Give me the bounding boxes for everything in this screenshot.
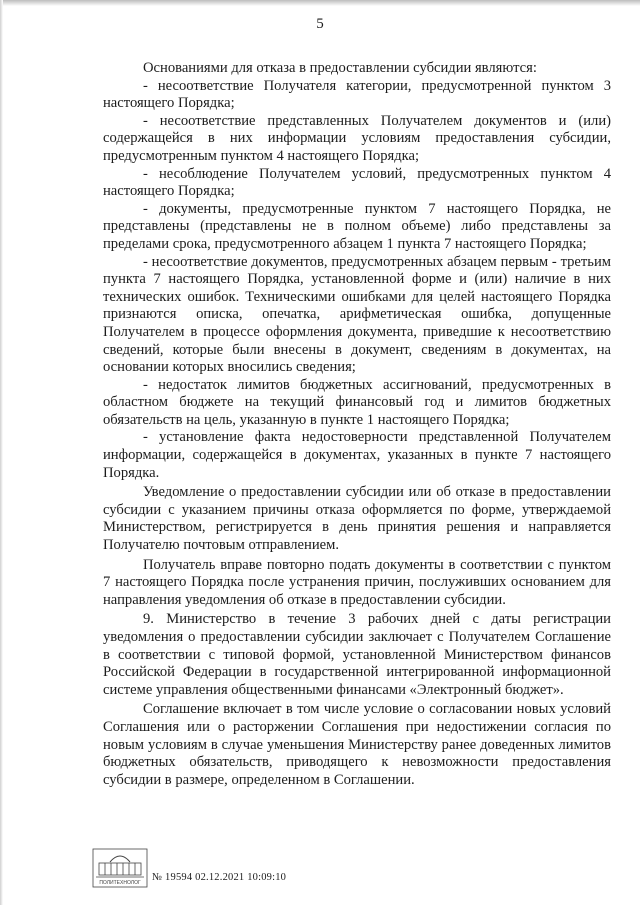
paragraph-refusal-ground-2: - несоответствие представленных Получателем документов и (или) содержащейся в них информации условиям предоставления субсидии, предусмотренным пунктом 4 настоящего Порядка; [103, 112, 611, 164]
svg-text:ПОЛИТЕХНОЛОГ: ПОЛИТЕХНОЛОГ [99, 880, 141, 886]
paragraph-refusal-ground-1: - несоответствие Получателя категории, предусмотренной пунктом 3 настоящего Порядка; [103, 77, 611, 112]
page-number: 5 [316, 16, 324, 32]
paragraph-refusal-ground-6: - недостаток лимитов бюджетных ассигнований, предусмотренных в областном бюджете на текущий финансовый год и лимитов бюджетных обязательств на цель, указанную в пункте 1 настоящего Порядка; [103, 376, 611, 428]
document-footer [92, 848, 352, 892]
organization-logo-icon [92, 848, 148, 888]
document-body [103, 60, 611, 789]
paragraph-refusal-ground-3: - несоблюдение Получателем условий, предусмотренных пунктом 4 настоящего Порядка; [103, 165, 611, 200]
scan-edge-left [0, 0, 3, 905]
paragraph-agreement-terms: Соглашение включает в том числе условие о согласовании новых условий Соглашения или о расторжении Соглашения при недостижении согласия по новым условиям в случае уменьшения Министерству ранее доведенных лимитов бюджетных обязательств, приводящего к невозможности предоставления субсидии в размере, определенном в Соглашении. [103, 701, 611, 788]
paragraph-refusal-grounds-intro: Основаниями для отказа в предоставлении субсидии являются: [143, 60, 537, 76]
paragraph-refusal-ground-5: - несоответствие документов, предусмотренных абзацем первым - третьим пункта 7 настоящего Порядка, установленной форме и (или) наличие в них технических ошибок. Техническими ошибками для целей настоящего Порядка признаются описка, опечатка, арифметическая ошибка, допущенные Получателем в процессе оформления документа, приведшие к несоответствию сведений, которые были внесены в документ, сведениям в документах, на основании которых вносились сведения; [103, 253, 611, 376]
paragraph-refusal-ground-7: - установление факта недостоверности представленной Получателем информации, содержащейся в документах, указанных в пункте 7 настоящего Порядка. [103, 429, 611, 481]
paragraph-notification: Уведомление о предоставлении субсидии или об отказе в предоставлении субсидии с указанием причины отказа оформляется по форме, утверждаемой Министерством, регистрируется в день принятия решения и направляется Получателю почтовым отправлением. [103, 484, 611, 554]
scan-edge-top [0, 0, 640, 6]
paragraph-refusal-ground-4: - документы, предусмотренные пунктом 7 настоящего Порядка, не представлены (представлены не в полном объеме) либо представлены за пределами срока, предусмотренного абзацем 1 пункта 7 настоящего Порядка; [103, 200, 611, 252]
paragraph-clause-9: 9. Министерство в течение 3 рабочих дней с даты регистрации уведомления о предоставлении субсидии заключает с Получателем Соглашение в соответствии с типовой формой, установленной Министерством финансов Российской Федерации в государственной интегрированной информационной системе управления общественными финансами «Электронный бюджет». [103, 611, 611, 698]
paragraph-resubmission: Получатель вправе повторно подать документы в соответствии с пунктом 7 настоящего Порядка после устранения причин, послуживших основанием для направления уведомления об отказе в предоставлении субсидии. [103, 556, 611, 608]
registration-stamp: № 19594 02.12.2021 10:09:10 [152, 872, 287, 883]
